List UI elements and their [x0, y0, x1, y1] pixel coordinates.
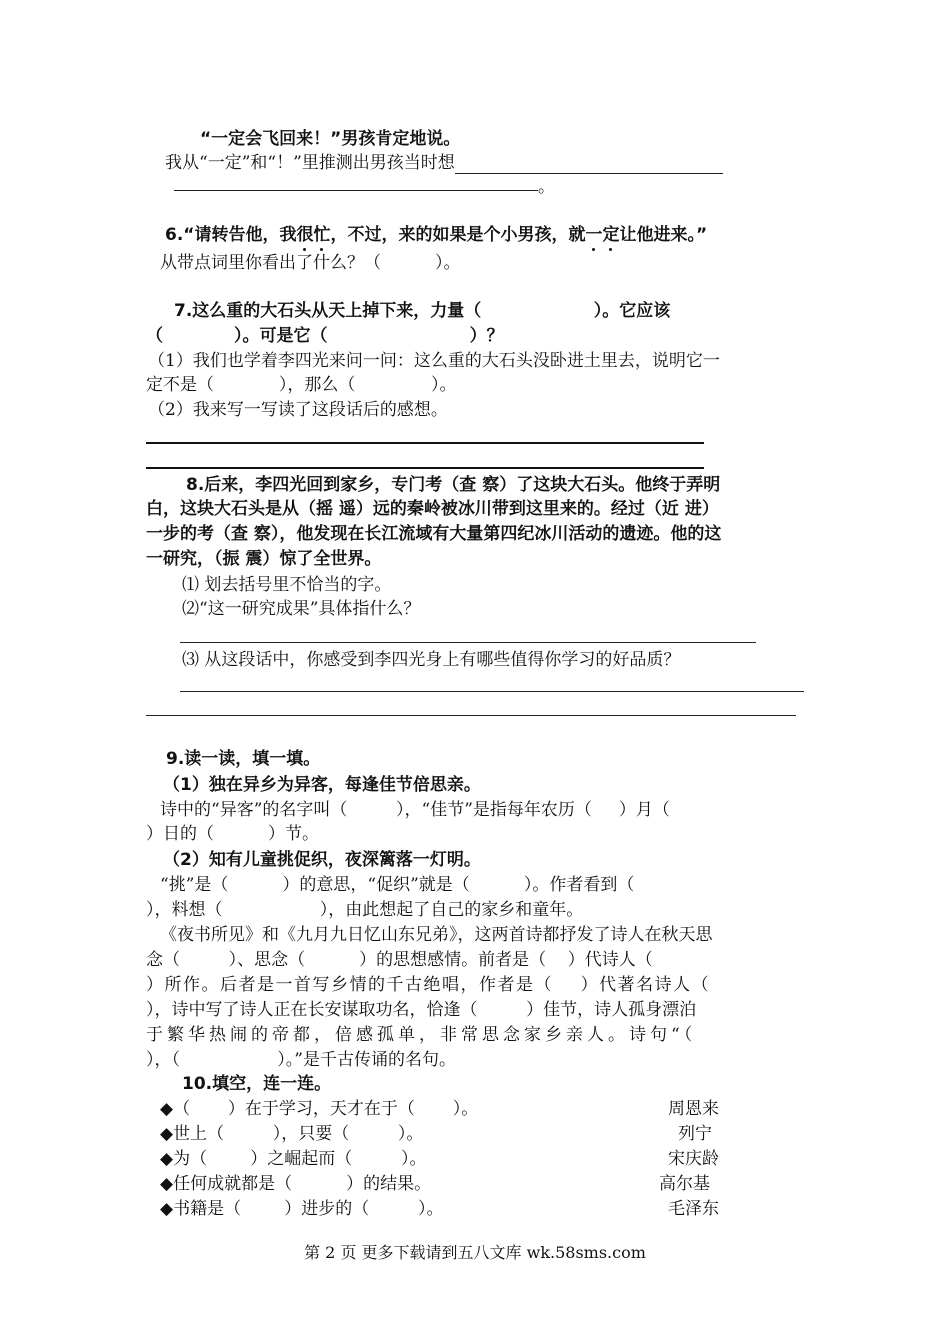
q8-answer-line-1[interactable]: [180, 642, 756, 643]
q8-line-4: 一研究，（振 震）惊了全世界。: [146, 549, 382, 569]
q9-part3-line-2: 念（ ）、思念（ ）的思想感情。前者是（ ）代诗人（: [146, 950, 653, 970]
q10-item-5: ◆书籍是（ ）进步的（ ）。: [160, 1199, 444, 1219]
q7-answer-line-1[interactable]: [146, 442, 704, 444]
q7-line-2: （ ）。可是它（ ）？: [146, 326, 504, 346]
q8-sub-2: ⑵“这一研究成果”具体指什么？: [182, 599, 421, 619]
q5-prompt: 我从“一定”和“！”里推测出男孩当时想: [165, 152, 723, 174]
q10-name-1[interactable]: 周恩来: [668, 1099, 719, 1119]
q5-answer-line-2[interactable]: [174, 190, 538, 191]
q10-item-2: ◆世上（ ），只要（ ）。: [160, 1124, 424, 1144]
q7-sub2: （2）我来写一写读了这段话后的感想。: [148, 400, 448, 420]
q9-part2-title: （2）知有儿童挑促织，夜深篱落一灯明。: [163, 850, 481, 870]
q10-name-2[interactable]: 列宁: [678, 1124, 712, 1144]
q10-name-3[interactable]: 宋庆龄: [668, 1149, 719, 1169]
q8-sub-1: ⑴ 划去括号里不恰当的字。: [182, 575, 392, 595]
q6-question: 6.“请转告他，我很忙，不过，来的如果是个小男孩，就一定让他进来。”: [165, 225, 708, 245]
q8-line-1: 8.后来，李四光回到家乡，专门考（查 察）了这块大石头。他终于弄明: [186, 475, 721, 495]
q9-part3-line-3: ）所作。后者是一首写乡情的千古绝唱，作者是（ ）代著名诗人（: [146, 975, 711, 995]
q9-part2-line-1: “挑”是（ ）的意思，“促织”就是（ ）。作者看到（: [160, 875, 635, 895]
q8-line-3: 一步的考（查 察），他发现在长江流域有大量第四纪冰川活动的遗迹。他的这: [146, 524, 722, 544]
q10-name-4[interactable]: 高尔基: [659, 1174, 710, 1194]
q9-part3-line-4: ），诗中写了诗人正在长安谋取功名，恰逢（ ）佳节，诗人孤身漂泊: [146, 1000, 697, 1020]
q9-part1-line-2: ）日的（ ）节。: [146, 824, 320, 844]
q10-item-4: ◆任何成就都是（ ）的结果。: [160, 1174, 432, 1194]
q8-answer-line-2[interactable]: [180, 691, 804, 692]
q10-item-1: ◆（ ）在于学习，天才在于（ ）。: [160, 1099, 479, 1119]
page-footer: 第 2 页 更多下载请到五八文库 wk.58sms.com: [304, 1243, 646, 1262]
q10-title: 10.填空，连一连。: [182, 1074, 332, 1094]
q7-line-1: 7.这么重的大石头从天上掉下来，力量（ ）。它应该: [174, 301, 671, 321]
q6-dotted-word-1: 很: [296, 225, 314, 245]
q9-part2-line-2: ），料想（ ），由此想起了自己的家乡和童年。: [146, 900, 584, 920]
q9-part1-line-1: 诗中的“异客”的名字叫（ ），“佳节”是指每年农历（ ）月（: [160, 800, 670, 820]
q8-line-2: 白，这块大石头是从（摇 遥）远的秦岭被冰川带到这里来的。经过（近 进）: [146, 499, 719, 519]
q7-sub1-line-1: （1）我们也学着李四光来问一问：这么重的大石头没卧进土里去，说明它一: [148, 351, 720, 371]
q6-dotted-word-2: 忙: [313, 225, 331, 245]
q5-quote: “一定会飞回来！”男孩肯定地说。: [200, 129, 461, 149]
q8-answer-line-3[interactable]: [146, 715, 796, 716]
q8-sub-3: ⑶ 从这段话中，你感受到李四光身上有哪些值得你学习的好品质？: [182, 650, 681, 670]
q6-dotted-word-4: 定: [602, 225, 620, 245]
q9-part3-line-6: ），（ ）。”是千古传诵的名句。: [146, 1050, 456, 1070]
q6-dotted-word-3: 一: [585, 225, 603, 245]
q7-sub1-line-2: 定不是（ ），那么（ ）。: [146, 375, 457, 395]
q9-part3-line-1: 《夜书所见》和《九月九日忆山东兄弟》，这两首诗都抒发了诗人在秋天思: [160, 925, 713, 945]
q6-prompt: 从带点词里你看出了什么？（ ）。: [160, 253, 461, 273]
q7-answer-line-2[interactable]: [146, 467, 704, 469]
q9-part1-title: （1）独在异乡为异客，每逢佳节倍思亲。: [163, 775, 481, 795]
q5-answer-line-1[interactable]: [455, 155, 723, 174]
q10-item-3: ◆为（ ）之崛起而（ ）。: [160, 1149, 427, 1169]
q5-end: 。: [538, 177, 555, 197]
q9-part3-line-5: 于繁华热闹的帝都，倍感孤单，非常思念家乡亲人。诗句“（: [146, 1025, 697, 1045]
q10-name-5[interactable]: 毛泽东: [668, 1199, 719, 1219]
q9-title: 9.读一读，填一填。: [166, 749, 321, 769]
